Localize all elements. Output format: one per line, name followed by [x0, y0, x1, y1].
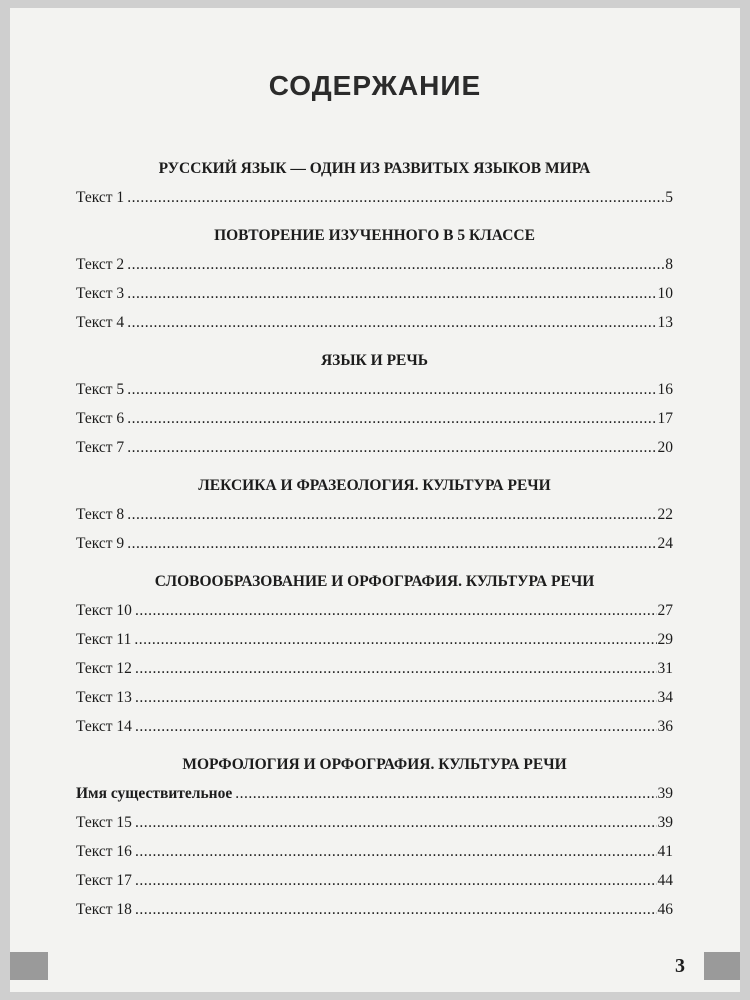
entry-page-number: 46 [657, 901, 673, 918]
entry-page-number: 36 [657, 718, 673, 735]
entry-label: Текст 3 [76, 285, 125, 302]
section-heading: СЛОВООБРАЗОВАНИЕ И ОРФОГРАФИЯ. КУЛЬТУРА РЕЧИ [154, 573, 595, 590]
dot-leader [135, 596, 657, 625]
toc-entry[interactable] [76, 433, 673, 462]
toc-entry[interactable] [76, 895, 673, 924]
document-page [10, 8, 740, 992]
entry-page-number: 22 [657, 506, 673, 523]
dot-leader [235, 779, 656, 808]
toc-entry[interactable] [76, 712, 673, 741]
entry-label: Текст 1 [76, 189, 125, 206]
toc-entry[interactable] [76, 866, 673, 895]
toc-entry[interactable] [76, 625, 673, 654]
footer-bar [10, 952, 740, 980]
toc-section [76, 221, 673, 337]
entry-label: Текст 15 [76, 814, 132, 831]
footer-stripe-left [10, 952, 48, 980]
dot-leader [135, 895, 657, 924]
entry-page-number: 39 [657, 814, 673, 831]
toc-entry[interactable] [76, 596, 673, 625]
toc-entry[interactable] [76, 808, 673, 837]
dot-leader [127, 433, 656, 462]
section-heading: РУССКИЙ ЯЗЫК — ОДИН ИЗ РАЗВИТЫХ ЯЗЫКОВ МИРА [158, 160, 591, 177]
toc-entry[interactable] [76, 500, 673, 529]
entry-label: Имя существительное [76, 785, 233, 802]
entry-page-number: 31 [657, 660, 673, 677]
toc-entry[interactable] [76, 529, 673, 558]
entry-page-number: 44 [657, 872, 673, 889]
toc-section [76, 154, 673, 212]
dot-leader [135, 683, 657, 712]
entry-label: Текст 4 [76, 314, 125, 331]
entry-page-number: 27 [657, 602, 673, 619]
dot-leader [127, 375, 656, 404]
section-heading: ЛЕКСИКА И ФРАЗЕОЛОГИЯ. КУЛЬТУРА РЕЧИ [198, 477, 551, 494]
page-number: 3 [658, 952, 702, 980]
entry-page-number: 17 [657, 410, 673, 427]
page-title: СОДЕРЖАНИЕ [268, 70, 482, 101]
entry-label: Текст 16 [76, 843, 132, 860]
toc-entry[interactable] [76, 308, 673, 337]
entry-label: Текст 8 [76, 506, 125, 523]
table-of-contents [76, 154, 673, 924]
entry-label: Текст 11 [76, 631, 132, 648]
section-heading: ЯЗЫК И РЕЧЬ [320, 352, 429, 369]
section-heading: МОРФОЛОГИЯ И ОРФОГРАФИЯ. КУЛЬТУРА РЕЧИ [182, 756, 567, 773]
entry-label: Текст 12 [76, 660, 132, 677]
entry-page-number: 41 [657, 843, 673, 860]
dot-leader [134, 625, 656, 654]
entry-label: Текст 2 [76, 256, 125, 273]
entry-label: Текст 18 [76, 901, 132, 918]
toc-entry[interactable] [76, 183, 673, 212]
toc-section [76, 346, 673, 462]
entry-page-number: 24 [657, 535, 673, 552]
entry-page-number: 20 [657, 439, 673, 456]
toc-entry[interactable] [76, 683, 673, 712]
entry-page-number: 5 [665, 189, 673, 206]
toc-entry[interactable] [76, 837, 673, 866]
entry-page-number: 13 [657, 314, 673, 331]
entry-page-number: 39 [657, 785, 673, 802]
entry-label: Текст 9 [76, 535, 125, 552]
dot-leader [135, 837, 657, 866]
dot-leader [127, 279, 656, 308]
toc-entry[interactable] [76, 250, 673, 279]
dot-leader [127, 529, 656, 558]
toc-section [76, 750, 673, 924]
entry-page-number: 34 [657, 689, 673, 706]
toc-section [76, 471, 673, 558]
entry-label: Текст 7 [76, 439, 125, 456]
dot-leader [127, 250, 664, 279]
toc-entry[interactable] [76, 375, 673, 404]
toc-section [76, 567, 673, 741]
toc-entry-subheading[interactable] [76, 779, 673, 808]
section-heading: ПОВТОРЕНИЕ ИЗУЧЕННОГО В 5 КЛАССЕ [214, 227, 535, 244]
toc-entry[interactable] [76, 404, 673, 433]
entry-label: Текст 10 [76, 602, 132, 619]
entry-label: Текст 5 [76, 381, 125, 398]
dot-leader [135, 808, 657, 837]
toc-entry[interactable] [76, 279, 673, 308]
dot-leader [135, 712, 657, 741]
dot-leader [127, 404, 656, 433]
dot-leader [127, 308, 656, 337]
entry-label: Текст 14 [76, 718, 132, 735]
dot-leader [135, 866, 657, 895]
dot-leader [135, 654, 657, 683]
entry-page-number: 16 [657, 381, 673, 398]
toc-entry[interactable] [76, 654, 673, 683]
entry-label: Текст 17 [76, 872, 132, 889]
entry-page-number: 8 [665, 256, 673, 273]
entry-page-number: 10 [657, 285, 673, 302]
footer-stripe-right [704, 952, 740, 980]
dot-leader [127, 500, 656, 529]
entry-label: Текст 13 [76, 689, 132, 706]
entry-label: Текст 6 [76, 410, 125, 427]
dot-leader [127, 183, 664, 212]
entry-page-number: 29 [657, 631, 673, 648]
